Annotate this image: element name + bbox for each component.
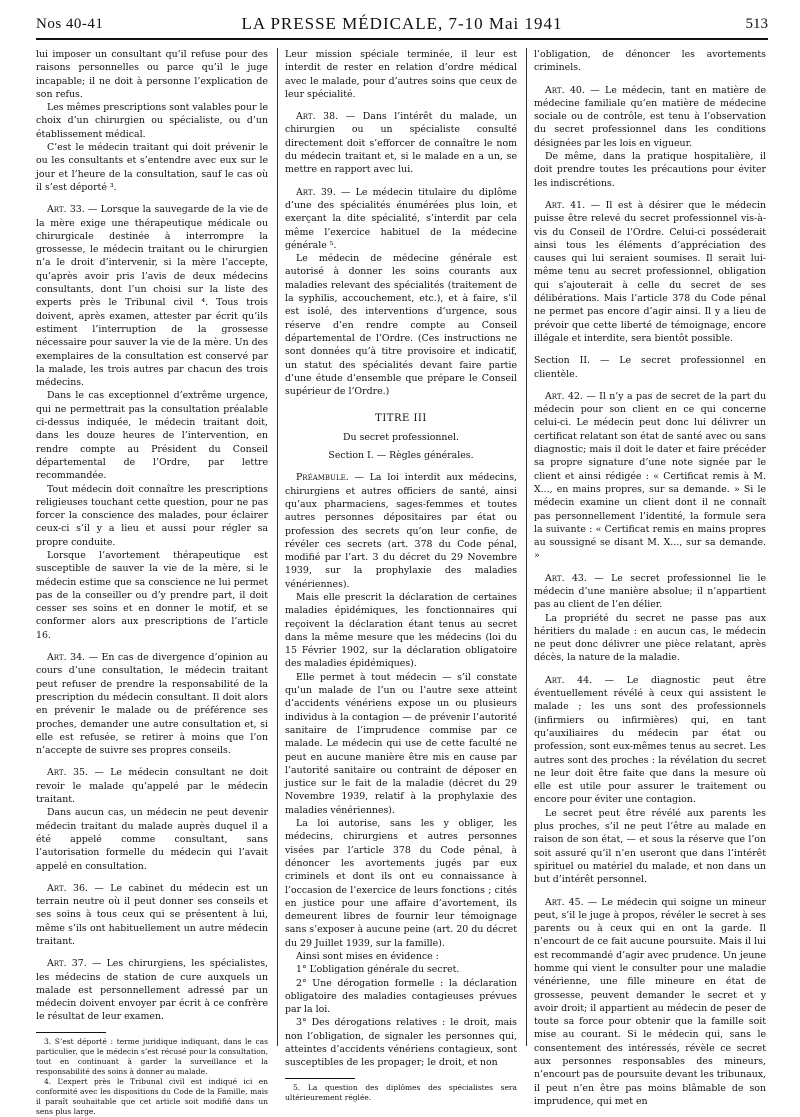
footnote-5: 5. La question des diplômes des spécialistes sera ultérieurement réglée. bbox=[285, 1082, 517, 1102]
footnote-rule bbox=[36, 1032, 106, 1033]
article-35: Art. 35. — Le médecin consultant ne doit revoir le malade qu’appelé par le médecin traitant. bbox=[36, 767, 268, 806]
article-label: Art. 39. bbox=[296, 186, 336, 198]
article-38: Art. 38. — Dans l’intérêt du malade, un chirurgien ou un spécialiste consulté directement doit s’efforcer de connaître le nom du médecin traitant et, si le malade en a un, se mettre en rapport avec lui. bbox=[285, 111, 517, 176]
article-43: Art. 43. — Le secret professionnel lie le médecin d’une manière absolue; il n’appartient pas au client de l’en délier. bbox=[534, 572, 766, 611]
section-heading: Section II. — Le secret professionnel en clientèle. bbox=[534, 355, 766, 380]
paragraph: lui imposer un consultant qu’il refuse pour des raisons personnelles ou parce qu’il le juge incapable; il ne doit à personne l’explication de son refus. bbox=[36, 49, 268, 100]
list-item: 3° Des dérogations relatives : le droit, mais non l’obligation, de signaler les personnes qui, atteintes d’accidents vénériens contagieux, sont susceptibles de les propager; le droit, et non bbox=[285, 1017, 517, 1069]
article-label: Art. 42. bbox=[545, 390, 583, 402]
footnote-4: 4. L’expert près le Tribunal civil est indiqué ici en conformité avec les dispositions du Code de la Famille, mais il paraît souhaitable que cet article soit modifié dans un sens plus large. bbox=[36, 1076, 268, 1116]
article-label: Art. 41. bbox=[545, 199, 586, 211]
paragraph: Le secret peut être révélé aux parents les plus proches, s’il ne peut l’être au malade en raison de son état, — et sous la réserve que l’on soit assuré qu’il n’en useront que dans l’intérêt spirituel ou matériel du malade, et non dans un but d’intérêt personnel. bbox=[534, 807, 766, 886]
article-37: Art. 37. — Les chirurgiens, les spécialistes, les médecins de station de cure auxquels un malade est personnellement adressé par un médecin doivent envoyer par écrit à ce confrère le résultat de leur examen. bbox=[36, 958, 268, 1023]
preamble-label: Préambule. bbox=[296, 472, 349, 484]
page-number: 513 bbox=[745, 16, 768, 32]
preamble: Préambule. — La loi interdit aux médecins, chirurgiens et autres officiers de santé, ainsi qu’aux pharmaciens, sages-femmes et toutes autres personnes dépositaires par état ou profession des secrets qu’on leur confie, de révéler ces secrets (art. 378 du Code pénal, modifié par l’art. 3 du décret du 29 Novembre 1939, sur la prophylaxie des maladies vénériennes). bbox=[285, 472, 517, 590]
paragraph: Le médecin de médecine générale est autorisé à donner les soins courants aux maladies relevant des spécialités (traitement de la syphilis, accouchement, etc.), et à faire, s’il est isolé, des interventions d’urgence, sous réserve d’en rendre compte au Conseil départemental de l’Ordre. (Ces instructions ne sont données qu’à titre provisoire et indicatif, un statut des spécialités devant faire partie d’une étude d’ensemble que prépare le Conseil supérieur de l’Ordre.) bbox=[285, 253, 517, 398]
paragraph: La loi autorise, sans les y obliger, les médecins, chirurgiens et autres personnes visées par l’article 378 du Code pénal, à dénoncer les avortements jugés par eux criminels et dont ils ont eu connaissance à l’occasion de l’exercice de leurs fonctions ; cités en justice pour une affaire d’avortement, ils demeurent libres de fournir leur témoignage sans s’exposer à aucune peine (art. 20 du décret du 29 Juillet 1939, sur la famille). bbox=[285, 818, 517, 949]
article-44: Art. 44. — Le diagnostic peut être éventuellement révélé à ceux qui assistent le malade ; les uns sont des professionnels (infirmiers ou infirmières) qui, en tant qu’auxiliaires du médecin par état ou profession, sont eux-mêmes tenus au secret. Les autres sont des proches : la révélation du secret ne leur doit être faite que dans la mesure où elle est utile pour assurer le traitement ou encore pour éviter une contagion. bbox=[534, 674, 766, 806]
paragraph: C’est le médecin traitant qui doit prévenir le ou les consultants et s’entendre avec eux sur le jour et l’heure de la consultation, sauf le cas où il s’est déporté ³. bbox=[36, 142, 268, 193]
title-heading: TITRE III bbox=[375, 413, 427, 425]
column-divider bbox=[277, 48, 278, 1046]
article-label: Art. 43. bbox=[545, 572, 587, 584]
column-2 bbox=[285, 48, 517, 1103]
article-41: Art. 41. — Il est à désirer que le médecin puisse être relevé du secret professionnel vis-à-vis du Conseil de l’Ordre. Celui-ci posséderait ainsi tous les éléments d’appréciation des causes qui lui seraient soumises. Il serait lui-même tenu au secret professionnel, obligation qui s’ajouterait à celle du secret de ses délibérations. Mais l’article 378 du Code pénal ne permet pas encore d’agir ainsi. Il y a lieu de prévoir que cette liberté de témoignage, encore illégale et interdite, sera bientôt possible. bbox=[534, 199, 766, 344]
paragraph: Leur mission spéciale terminée, il leur est interdit de rester en relation d’ordre médical avec le malade, pour d’autres soins que ceux de leur spécialité. bbox=[285, 49, 517, 100]
paragraph: Mais elle prescrit la déclaration de certaines maladies épidémiques, les fonctionnaires qui reçoivent la déclaration étant tenus au secret dans la même mesure que les médecins (loi du 15 Février 1902, sur la déclaration obligatoire des maladies épidémiques). bbox=[285, 591, 517, 670]
paragraph: l’obligation, de dénoncer les avortements criminels. bbox=[534, 49, 766, 74]
article-label: Art. 33. bbox=[47, 204, 85, 216]
article-34: Art. 34. — En cas de divergence d’opinion au cours d’une consultation, le médecin traitant peut refuser de prendre la responsabilité de la prescription du médecin consultant. Il doit alors en prévenir le malade ou de préférence ses proches, demander une autre consultation et, si elle est refusée, se retirer à moins que l’on n’accepte de suivre ses propres conseils. bbox=[36, 652, 268, 757]
paragraph: De même, dans la pratique hospitalière, il doit prendre toutes les précautions pour éviter les indiscrétions. bbox=[534, 151, 766, 189]
article-label: Art. 36. bbox=[47, 882, 88, 894]
paragraph: Les mêmes prescriptions sont valables pour le choix d’un chirurgien ou spécialiste, ou d’un établissement médical. bbox=[36, 102, 268, 140]
article-39: Art. 39. — Le médecin titulaire du diplôme d’une des spécialités énumérées plus loin, et exerçant la dite spécialité, s’interdit par cela même l’exercice habituel de la médecine générale ⁵. bbox=[285, 186, 517, 251]
article-42: Art. 42. — Il n’y a pas de secret de la part du médecin pour son client en ce qui concerne celui-ci. Le médecin peut donc lui délivrer un certificat relatant son état de santé avec ou sans diagnostic; mais il doit le dater et faire précéder sa propre signature d’une note signée par le client et ainsi rédigée : « Certificat remis à M. X..., en mains propres, sur sa demande. » Si le médecin examine un client dont il ne connaît pas personnellement l’identité, la formule sera la suivante : « Certificat remis en mains propres au soussigné se disant M. X..., sur sa demande. » bbox=[534, 390, 766, 562]
article-label: Art. 38. bbox=[296, 111, 339, 123]
paragraph: La propriété du secret ne passe pas aux héritiers du malade : en aucun cas, le médecin ne peut donc délivrer une pièce relatant, après décès, la nature de la maladie. bbox=[534, 612, 766, 664]
article-33: Art. 33. — Lorsque la sauvegarde de la vie de la mère exige une thérapeutique médicale ou chirurgicale destinée à interrompre la grossesse, le médecin traitant ou le chirurgien n’a le droit d’intervenir, si la mère l’accepte, qu’après avoir pris l’avis de deux médecins consultants, dont l’un choisi sur la liste des experts près le Tribunal civil ⁴. Tous trois doivent, après examen, attester par écrit qu’ils estiment l’interruption de la grossesse nécessaire pour sauver la vie de la mère. Un des exemplaires de la consultation est conservé par la malade, les trois autres par chacun des trois médecins. bbox=[36, 204, 268, 389]
column-3 bbox=[534, 48, 766, 1108]
article-40: Art. 40. — Le médecin, tant en matière de médecine familiale qu’en matière de médecine sociale ou de contrôle, est tenu à l’observation du secret professionnel dans les conditions désignées par les lois en vigueur. bbox=[534, 84, 766, 149]
paragraph: Elle permet à tout médecin — s’il constate qu’un malade de l’un ou l’autre sexe atteint d’accidents vénériens expose un ou plusieurs individus à la contagion — de prévenir l’autorité sanitaire de l’imprudence commise par ce malade. Le médecin qui use de cette faculté ne peut en aucune manière être mis en cause par l’autorité sanitaire ou contraint de déposer en justice sur le fait de la maladie (décret du 29 Novembre 1939, relatif à la prophylaxie des maladies vénériennes). bbox=[285, 671, 517, 816]
issue-number: Nos 40-41 bbox=[36, 16, 104, 32]
journal-title: LA PRESSE MÉDICALE, 7-10 Mai 1941 bbox=[241, 14, 563, 33]
article-label: Art. 37. bbox=[47, 958, 87, 970]
page-header bbox=[36, 10, 768, 40]
article-45: Art. 45. — Le médecin qui soigne un mineur peut, s’il le juge à propos, révéler le secret à ses parents ou à ceux qui en ont la garde. Il n’encourt de ce fait aucune poursuite. Mais il lui est recommandé d’agir avec prudence. Un jeune homme qui vient le consulter pour une maladie vénérienne, une fille mineure en état de grossesse, peuvent demander le secret et y avoir droit; il appartient au médecin de peser de toute sa force pour obtenir que la famille soit mise au courant. Si le médecin qui, sans le consentement des intéressés, révèle ce secret aux personnes responsables des mineurs, n’encourt pas de poursuite devant les tribunaux, il peut n’en être pas moins blâmable de son imprudence, qui met en bbox=[534, 896, 766, 1107]
list-item: 2° Une dérogation formelle : la déclaration obligatoire des maladies contagieuses prévues par la loi. bbox=[285, 977, 517, 1016]
list-item: 1° L’obligation générale du secret. bbox=[296, 964, 460, 976]
article-label: Art. 40. bbox=[545, 84, 585, 96]
paragraph: Ainsi sont mises en évidence : bbox=[296, 951, 439, 962]
article-label: Art. 35. bbox=[47, 767, 88, 779]
paragraph: Dans aucun cas, un médecin ne peut devenir médecin traitant du malade auprès duquel il a été appelé comme consultant, sans l’autorisation formelle du médecin qui l’avait appelé en consultation. bbox=[36, 807, 268, 872]
article-label: Art. 45. bbox=[545, 896, 584, 908]
column-1 bbox=[36, 48, 268, 1117]
column-divider bbox=[526, 48, 527, 1046]
title-subheading: Du secret professionnel. bbox=[343, 431, 459, 443]
footnote-rule bbox=[285, 1078, 355, 1079]
paragraph: Tout médecin doit connaître les prescriptions religieuses touchant cette question, pour ne pas forcer la conscience des malades, pour éclairer ceux-ci s’il y a lieu et aussi pour régler sa propre conduite. bbox=[36, 483, 268, 548]
section-heading: Section I. — Règles générales. bbox=[328, 450, 474, 462]
paragraph: Dans le cas exceptionnel d’extrême urgence, qui ne permettrait pas la consultation préalable ci-dessus indiquée, le médecin traitant doit, dans les douze heures de l’intervention, en rendre compte au Président du Conseil départemental de l’Ordre, par lettre recommandée. bbox=[36, 390, 268, 482]
article-label: Art. 34. bbox=[47, 652, 86, 664]
article-36: Art. 36. — Le cabinet du médecin est un terrain neutre où il peut donner ses conseils et ses soins à tous ceux qui se présentent à lui, même s’ils ont habituellement un autre médecin traitant. bbox=[36, 882, 268, 947]
footnote-3: 3. S’est déporté : terme juridique indiquant, dans le cas particulier, que le médecin s’est récusé pour la consultation, tout en continuant à garder la surveillance et la responsabilité des soins à donner au malade. bbox=[36, 1036, 268, 1076]
paragraph: Lorsque l’avortement thérapeutique est susceptible de sauver la vie de la mère, si le médecin estime que sa conscience ne lui permet pas de la conseiller ou d’y prendre part, il doit cesser ses soins et en donner le motif, et se conformer alors aux prescriptions de l’article 16. bbox=[36, 549, 268, 641]
article-label: Art. 44. bbox=[545, 674, 593, 686]
